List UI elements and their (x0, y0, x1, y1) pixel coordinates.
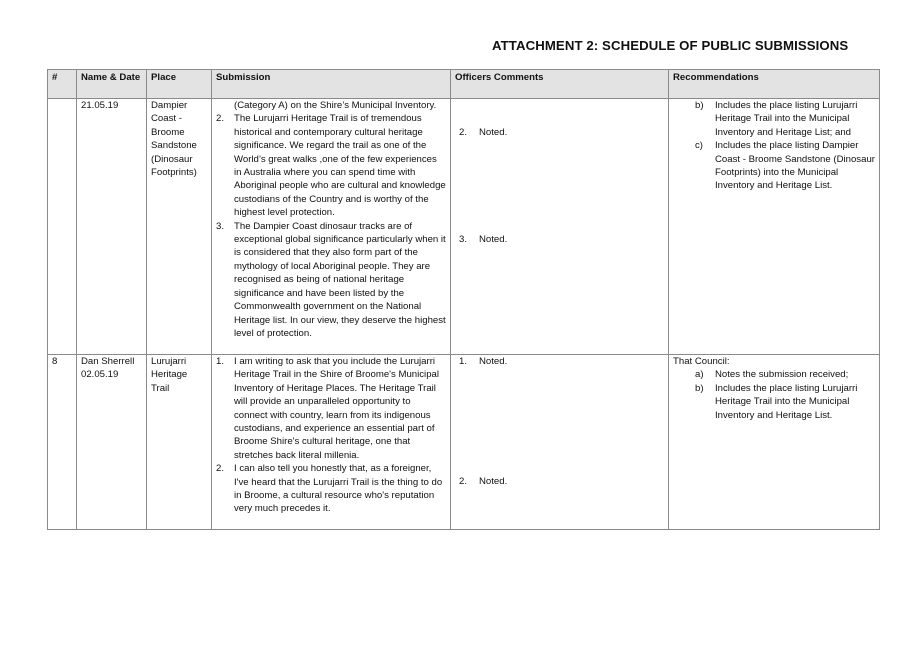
item-text: Notes the submission received; (715, 369, 849, 381)
header-place: Place (147, 70, 212, 99)
item-text: I am writing to ask that you include the Lurujarri Heritage Trail in the Shire of Broome's Municipal Inventory of Heritage Places. The Heritage Trail will provide an unparalleled opportunity to connect with country, learn from its indigenous custodians, and experience an essential part of Broome Shire's cultural heritage, one that stretches back literal millenia. (234, 356, 439, 461)
item-letter: a) (695, 369, 704, 381)
item-text: Includes the place listing Lurujarri Heritage Trail into the Municipal Inventory and Heritage List. (715, 382, 858, 421)
item-text: I can also tell you honestly that, as a foreigner, I've heard that the Lurujarri Trail is the thing to do in Broome, a cultural resource who's reputation very much precedes it. (234, 463, 443, 515)
header-num: # (48, 70, 77, 99)
item-letter: c) (695, 140, 703, 152)
comment-item (455, 126, 664, 139)
header-name-date: Name & Date (77, 70, 147, 99)
item-number: 3. (459, 234, 468, 245)
list-item (695, 368, 875, 381)
row-date: 02.05.19 (81, 369, 119, 381)
item-number: 3. (216, 220, 225, 232)
item-number: 2. (216, 463, 225, 475)
item-text: Includes the place listing Lurujarri Heritage Trail into the Municipal Inventory and Heritage List; and (715, 100, 858, 138)
list-item (695, 139, 875, 193)
table-row (48, 99, 880, 355)
table-header-row (48, 70, 880, 99)
row-name: Dan Sherrell (81, 356, 135, 367)
row-recommendations (669, 355, 880, 530)
item-text: Includes the place listing Dampier Coast - Broome Sandstone (Dinosaur Footprints) into the Municipal Inventory and Heritage List. (715, 140, 875, 192)
item-text: The Dampier Coast dinosaur tracks are of exceptional global significance particularly when it is considered that they also form part of the mythology of local Aboriginal people. They are recognised as being of national heritage significance and have been listed by the Commonwealth government on the National Heritage list. In our view, they deserve the highest level of protection. (234, 220, 446, 339)
item-number: 2. (459, 126, 468, 138)
row-place: Lurujarri Heritage Trail (147, 355, 212, 530)
row-place: Dampier Coast - Broome Sandstone (Dinosaur Footprints) (147, 99, 212, 355)
row-num (48, 99, 77, 355)
row-officers-comments (451, 355, 669, 530)
item-number: 1. (216, 356, 225, 367)
row-officers-comments (451, 99, 669, 355)
list-item (216, 355, 446, 462)
row-recommendations (669, 99, 880, 355)
row-name-date (77, 355, 147, 530)
recommendation-intro: That Council: (673, 356, 730, 367)
item-text: The Lurujarri Heritage Trail is of tremendous historical and contemporary cultural heritage significance. We regard the trail as one of the World’s great walks ,one of the few experiences in Australia where you can spend time with Aboriginal people who are cultural and knowledge custodians of the Country and is worthy of the highest level protection. (234, 113, 446, 219)
item-letter: b) (695, 382, 704, 394)
document-title: ATTACHMENT 2: SCHEDULE OF PUBLIC SUBMISSIONS (492, 38, 849, 53)
row-name-date (77, 99, 147, 355)
item-number: 1. (459, 356, 468, 367)
row-date: 21.05.19 (81, 100, 119, 111)
item-number: 2. (216, 113, 225, 125)
list-item (216, 220, 446, 341)
item-text: Noted. (479, 234, 508, 245)
header-recommendations: Recommendations (669, 70, 880, 99)
comment-item (455, 355, 664, 368)
list-item (695, 99, 875, 139)
comment-item (455, 475, 664, 488)
comment-item (455, 233, 664, 246)
row-num: 8 (48, 355, 77, 530)
item-text: Noted. (479, 356, 508, 367)
submissions-table (47, 69, 880, 530)
list-item (216, 462, 446, 516)
item-text: Noted. (479, 476, 508, 488)
row-submission (212, 99, 451, 355)
submission-intro: (Category A) on the Shire’s Municipal Inventory. (234, 100, 437, 111)
row-submission (212, 355, 451, 530)
list-item (695, 382, 875, 422)
header-officers-comments: Officers Comments (451, 70, 669, 99)
header-submission: Submission (212, 70, 451, 99)
table-row (48, 355, 880, 530)
item-letter: b) (695, 100, 704, 111)
item-text: Noted. (479, 126, 508, 138)
list-item (216, 112, 446, 219)
item-number: 2. (459, 476, 468, 488)
